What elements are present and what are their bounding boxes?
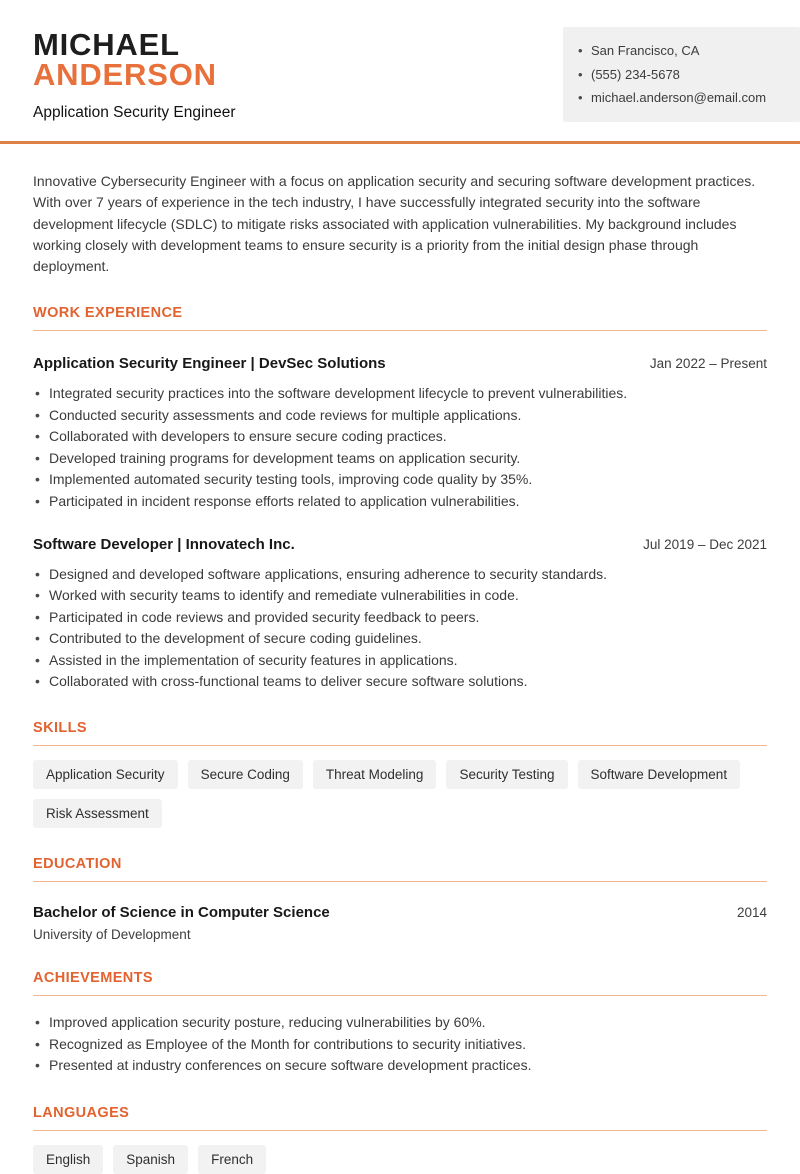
- resume-header: [0, 0, 800, 122]
- skill-chip: Application Security: [33, 760, 178, 789]
- language-chip: English: [33, 1145, 103, 1174]
- job-bullet: • Worked with security teams to identify and remediate vulnerabilities in code.: [33, 585, 767, 606]
- job-entry-devsec: [33, 355, 767, 511]
- job-dates: Jan 2022 – Present: [649, 356, 767, 372]
- last-name: ANDERSON: [33, 57, 217, 92]
- job-bullet: • Participated in code reviews and provided security feedback to peers.: [33, 607, 767, 628]
- language-chip: Spanish: [113, 1145, 188, 1174]
- resume-body: [0, 171, 800, 1174]
- name-heading: [33, 27, 235, 92]
- skills-chip-list: [33, 760, 767, 828]
- summary-paragraph: Innovative Cybersecurity Engineer with a focus on application security and securing software development practices. With over 7 years of experience in the tech industry, I have successfully integrated security into the software development lifecycle (SDLC) to mitigate risks associated with application vulnerabilities. My background includes working closely with development teams to ensure security is a priority from the initial design phase through deployment.: [33, 173, 756, 275]
- job-title: Software Developer | Innovatech Inc.: [33, 535, 295, 553]
- contact-box: [563, 27, 800, 122]
- job-header: [33, 536, 767, 553]
- job-bullet-list: [33, 383, 767, 511]
- job-bullet: • Integrated security practices into the software development lifecycle to prevent vulnerabilities.: [33, 383, 767, 404]
- header-divider: [0, 141, 800, 144]
- job-bullet: • Designed and developed software applications, ensuring adherence to security standards.: [33, 564, 767, 585]
- job-bullet: • Participated in incident response efforts related to application vulnerabilities.: [33, 491, 767, 512]
- contact-list: [578, 39, 784, 110]
- achievement-bullet: • Presented at industry conferences on secure software development practices.: [33, 1055, 767, 1076]
- education-entry: [33, 904, 767, 942]
- job-bullet: • Developed training programs for development teams on application security.: [33, 448, 767, 469]
- achievements-list: [33, 1012, 767, 1076]
- skill-chip: Software Development: [578, 760, 741, 789]
- section-heading-education: EDUCATION: [33, 856, 767, 882]
- school-name: University of Development: [33, 927, 191, 943]
- languages-chip-list: [33, 1145, 767, 1174]
- language-chip: French: [198, 1145, 266, 1174]
- contact-item: • michael.anderson@email.com: [578, 86, 784, 110]
- job-dates: Jul 2019 – Dec 2021: [643, 536, 767, 552]
- section-heading-work-experience: WORK EXPERIENCE: [33, 305, 767, 331]
- education-header: [33, 904, 767, 921]
- first-name: MICHAEL: [33, 27, 180, 62]
- skill-chip: Threat Modeling: [313, 760, 437, 789]
- degree-title: Bachelor of Science in Computer Science: [33, 904, 330, 922]
- job-bullet: • Contributed to the development of secure coding guidelines.: [33, 628, 767, 649]
- job-bullet: • Collaborated with developers to ensure secure coding practices.: [33, 426, 767, 447]
- education-year: 2014: [736, 905, 767, 921]
- section-heading-skills: SKILLS: [33, 720, 767, 746]
- job-bullet: • Assisted in the implementation of security features in applications.: [33, 650, 767, 671]
- header-identity: [33, 26, 235, 122]
- job-title: Application Security Engineer | DevSec Solutions: [33, 355, 386, 373]
- skill-chip: Risk Assessment: [33, 799, 162, 828]
- achievement-bullet: • Recognized as Employee of the Month for contributions to security initiatives.: [33, 1034, 767, 1055]
- job-bullet-list: [33, 564, 767, 692]
- job-bullet: • Conducted security assessments and code reviews for multiple applications.: [33, 405, 767, 426]
- achievement-bullet: • Improved application security posture, reducing vulnerabilities by 60%.: [33, 1012, 767, 1033]
- work-experience-section: [33, 355, 767, 692]
- contact-item: • San Francisco, CA: [578, 39, 784, 63]
- job-entry-innovatech: [33, 536, 767, 692]
- skill-chip: Security Testing: [446, 760, 567, 789]
- section-heading-languages: LANGUAGES: [33, 1105, 767, 1131]
- job-header: [33, 355, 767, 372]
- skill-chip: Secure Coding: [188, 760, 303, 789]
- job-bullet: • Implemented automated security testing tools, improving code quality by 35%.: [33, 469, 767, 490]
- header-job-title: Application Security Engineer: [33, 104, 236, 121]
- contact-item: • (555) 234-5678: [578, 63, 784, 87]
- job-bullet: • Collaborated with cross-functional teams to deliver secure software solutions.: [33, 671, 767, 692]
- section-heading-achievements: ACHIEVEMENTS: [33, 970, 767, 996]
